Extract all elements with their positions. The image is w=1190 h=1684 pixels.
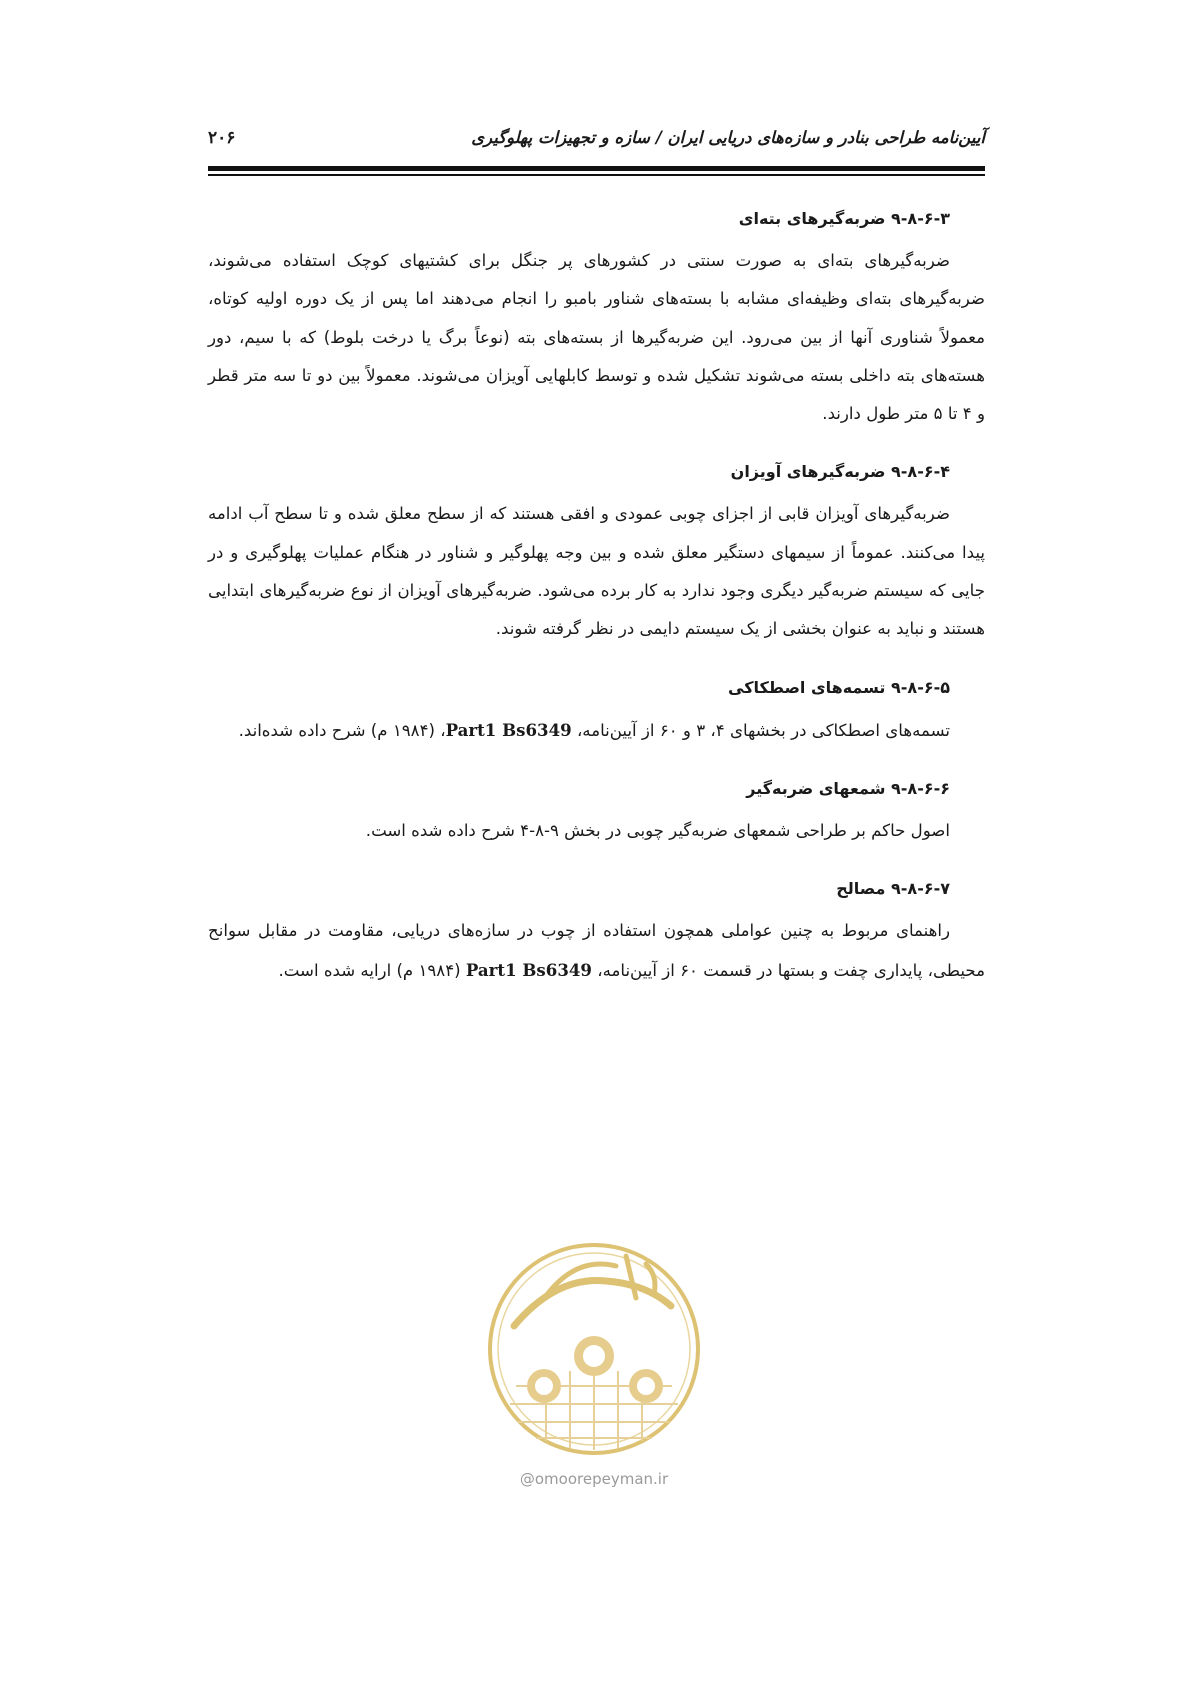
section-heading: ۹-۸-۶-۴ ضربه‌گیرهای آویزان (730, 462, 950, 482)
page-header (208, 128, 985, 154)
watermark-url: @omoorepeyman.ir (519, 1470, 669, 1488)
paragraph-text: (۱۹۸۴ م) ارایه شده است. (278, 960, 466, 980)
section-heading: ۹-۸-۶-۷ مصالح (836, 879, 950, 899)
section-fender-piles (208, 770, 985, 850)
watermark-logo (486, 1236, 702, 1462)
running-header-title: آیین‌نامه طراحی بنادر و سازه‌های دریایی ایران / سازه و تجهیزات پهلوگیری (471, 128, 985, 147)
section-materials (208, 870, 985, 990)
section-hanging-fenders (208, 453, 985, 648)
section-heading: ۹-۸-۶-۵ تسمه‌های اصطکاکی (728, 677, 950, 697)
paragraph-text: ، (۱۹۸۴ م) شرح داده شده‌اند. (238, 720, 446, 740)
header-rule-thin (208, 174, 985, 176)
section-paragraph (208, 711, 985, 750)
page-number: ۲۰۶ (208, 128, 236, 148)
section-paragraph (208, 912, 985, 990)
standard-code: Part1 Bs6349 (465, 959, 592, 980)
paragraph-text: تسمه‌های اصطکاکی در بخشهای ۴، ۳ و ۶۰ از آیین‌نامه، (571, 720, 950, 740)
section-rubbing-strips (208, 669, 985, 750)
standard-code: Part1 Bs6349 (445, 719, 572, 740)
section-heading: ۹-۸-۶-۶ شمعهای ضربه‌گیر (746, 778, 950, 798)
paragraph-text: راهنمای مربوط به چنین عواملی همچون استفاده از چوب در سازه‌های دریایی، مقاومت در مقابل سوانح محیطی، پایداری چفت و بستها در قسمت ۶۰ از آیین‌نامه، (208, 921, 985, 980)
header-rule-thick (208, 166, 985, 171)
section-brushwood-fenders (208, 200, 985, 433)
section-heading: ۹-۸-۶-۳ ضربه‌گیرهای بته‌ای (738, 209, 950, 228)
section-paragraph: اصول حاکم بر طراحی شمعهای ضربه‌گیر چوبی در بخش ۹-۸-۴ شرح داده شده است. (365, 820, 950, 840)
section-paragraph: ضربه‌گیرهای آویزان قابی از اجزای چوبی عمودی و افقی هستند که از سطح معلق شده و تا سطح آب ادامه پیدا می‌کنند. عموماً از سیمهای دستگیر معلق شده و بین وجه پهلوگیر و شناور در هنگام عملیات پهلوگیری و در جایی که سیستم ضربه‌گیر دیگری وجود ندارد به کار برده می‌شود. ضربه‌گیرهای آویزان از نوع ضربه‌گیرهای ابتدایی هستند و نباید به عنوان بخشی از یک سیستم دایمی در نظر گرفته شوند. (208, 504, 985, 639)
main-content (208, 200, 985, 990)
section-paragraph: ضربه‌گیرهای بته‌ای به صورت سنتی در کشورهای پر جنگل برای کشتیهای کوچک استفاده می‌شوند، ضربه‌گیرهای بته‌ای وظیفه‌ای مشابه با بسته‌های شناور بامبو را انجام می‌دهند اما پس از یک دوره اولیه کوتاه، معمولاً شناوری آنها از بین می‌رود. این ضربه‌گیرها از بسته‌های بته (نوعاً برگ یا درخت بلوط) که با سیم، دور هسته‌های بته داخلی بسته می‌شوند تشکیل شده و توسط کابلهایی آویزان می‌شوند. معمولاً بین دو تا سه متر قطر و ۴ تا ۵ متر طول دارند. (208, 251, 985, 424)
